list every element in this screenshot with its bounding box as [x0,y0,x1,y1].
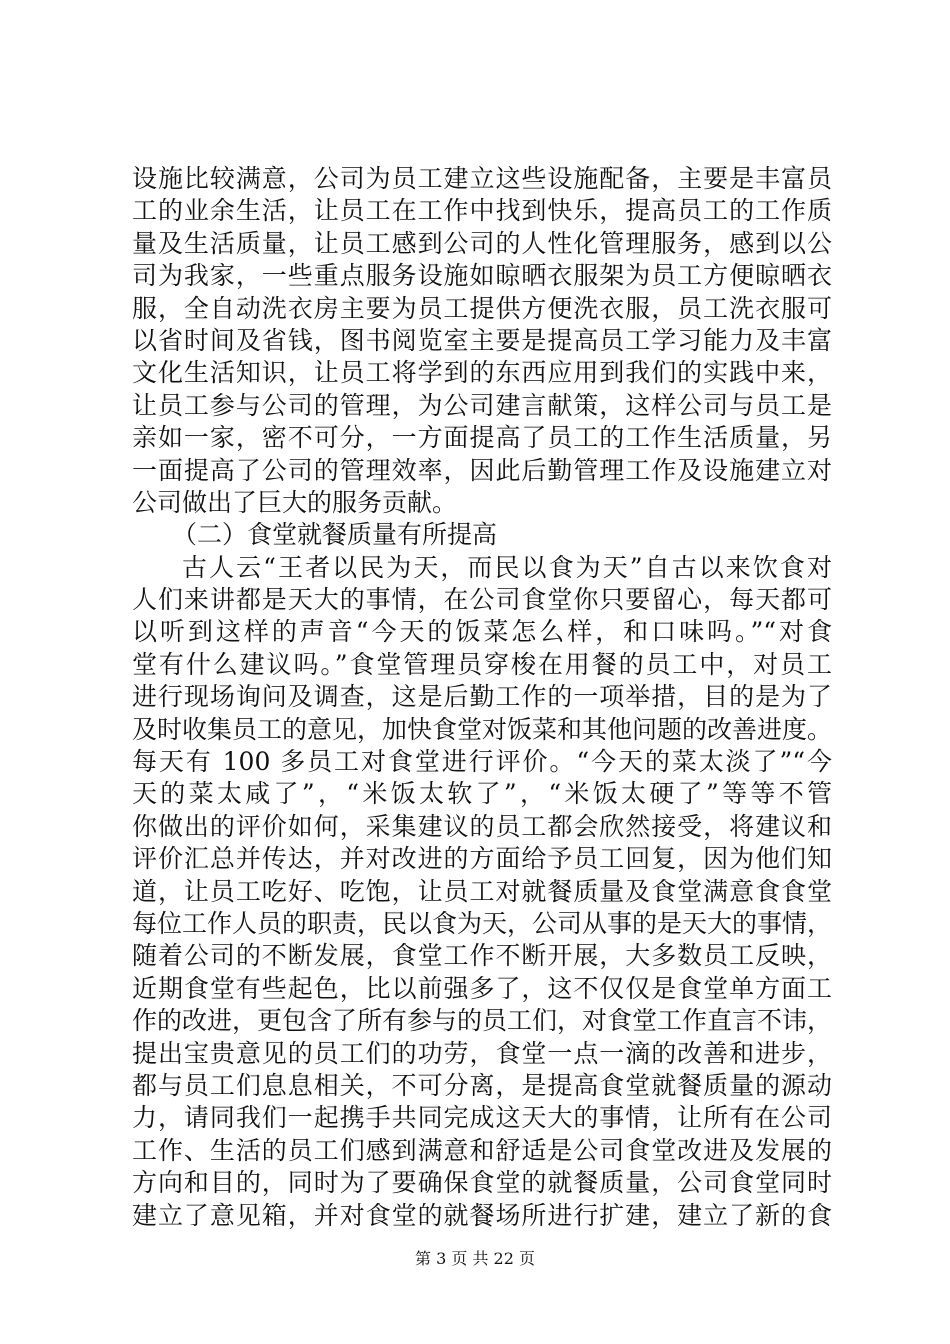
section-heading: （二）食堂就餐质量有所提高 [172,520,498,550]
text-line: 近期食堂有些起色，比以前强多了，这不仅仅是食堂单方面工 [132,973,832,1003]
text-line: 作的改进，更包含了所有参与的员工们，对食堂工作直言不讳， [132,1006,833,1036]
text-line: 工的业余生活，让员工在工作中找到快乐，提高员工的工作质 [132,196,832,226]
text-line: 每位工作人员的职责，民以食为天，公司从事的是天大的事情， [132,908,833,938]
text-line: 随着公司的不断发展，食堂工作不断开展，大多数员工反映， [132,941,832,971]
paragraph-canteen [132,552,832,1232]
text-line: 人们来讲都是天大的事情，在公司食堂你只要留心，每天都可 [132,585,832,615]
text-line: 方向和目的，同时为了要确保食堂的就餐质量，公司食堂同时 [132,1168,832,1198]
text-line: 建立了意见箱，并对食堂的就餐场所进行扩建，建立了新的食 [132,1200,832,1230]
text-line: 以省时间及省钱，图书阅览室主要是提高员工学习能力及丰富 [132,325,832,355]
text-line: 你做出的评价如何，采集建议的员工都会欣然接受，将建议和 [132,811,832,841]
text-line: 进行现场询问及调查，这是后勤工作的一项举措，目的是为了 [132,682,832,712]
text-line: 一面提高了公司的管理效率，因此后勤管理工作及设施建立对 [132,455,832,485]
page-number-footer: 第 3 页 共 22 页 [415,1249,535,1268]
text-line: 天的菜太咸了”，“米饭太软了”，“米饭太硬了”等等不管 [132,779,832,809]
text-line: 量及生活质量，让员工感到公司的人性化管理服务，感到以公 [132,228,832,258]
text-line: 服，全自动洗衣房主要为员工提供方便洗衣服，员工洗衣服可 [132,293,832,323]
text-line: 道，让员工吃好、吃饱，让员工对就餐质量及食堂满意食食堂 [132,876,832,906]
text-line: 古人云“王者以民为天，而民以食为天”自古以来饮食对 [182,552,832,582]
text-line: 文化生活知识，让员工将学到的东西应用到我们的实践中来， [132,358,832,388]
text-line: 力，请同我们一起携手共同完成这天大的事情，让所有在公司 [132,1103,832,1133]
text-line: 公司做出了巨大的服务贡献。 [132,487,458,517]
text-line: 以听到这样的声音“今天的饭菜怎么样，和口味吗。”“对食 [132,617,832,647]
text-line: 及时收集员工的意见，加快食堂对饭菜和其他问题的改善进度。 [132,714,833,744]
paragraph-facilities [132,163,832,519]
document-body [132,163,832,1232]
text-line: 堂有什么建议吗。”食堂管理员穿梭在用餐的员工中，对员工 [132,649,832,679]
text-line: 让员工参与公司的管理，为公司建言献策，这样公司与员工是 [132,390,832,420]
text-line: 设施比较满意，公司为员工建立这些设施配备，主要是丰富员 [132,164,832,193]
text-line: 评价汇总并传达，并对改进的方面给予员工回复，因为他们知 [132,844,832,874]
text-line: 工作、生活的员工们感到满意和舒适是公司食堂改进及发展的 [132,1135,832,1165]
text-line: 亲如一家，密不可分，一方面提高了员工的工作生活质量，另 [132,423,832,453]
text-line: 司为我家，一些重点服务设施如晾晒衣服架为员工方便晾晒衣 [132,261,832,291]
text-line: 提出宝贵意见的员工们的功劳，食堂一点一滴的改善和进步， [132,1038,832,1068]
text-line: 每天有 100 多员工对食堂进行评价。“今天的菜太淡了”“今 [132,747,832,777]
text-line: 都与员工们息息相关，不可分离，是提高食堂就餐质量的源动 [132,1070,832,1100]
